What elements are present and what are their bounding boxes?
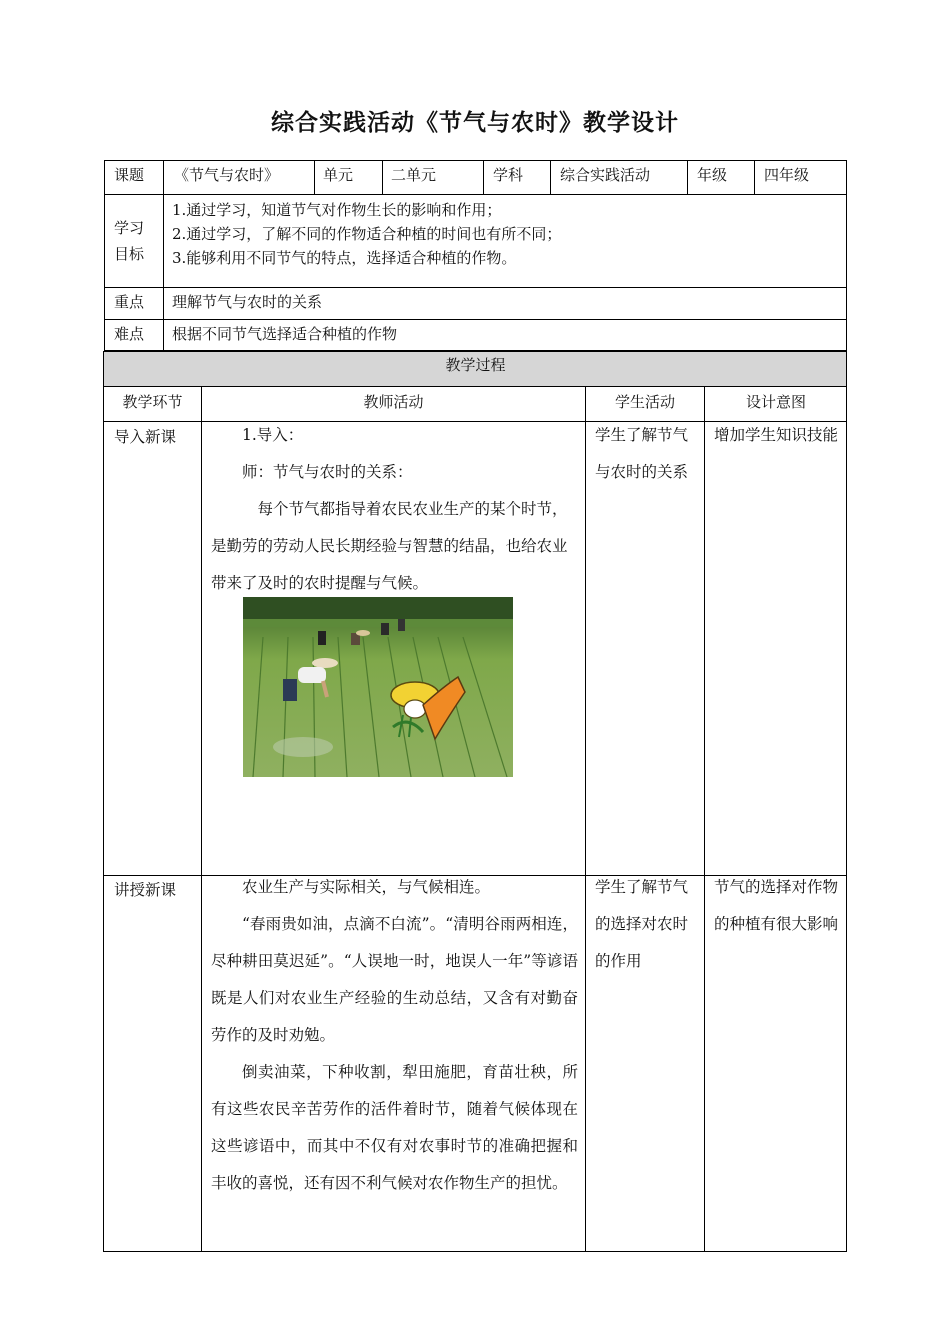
key-point-value: 理解节气与农时的关系 bbox=[172, 293, 323, 311]
topic-value: 《节气与农时》 bbox=[174, 166, 280, 184]
goal-item-1: 1.通过学习，知道节气对作物生长的影响和作用； bbox=[172, 201, 502, 219]
column-header-intent: 设计意图 bbox=[745, 393, 806, 411]
row-1-teacher-line-2: 师：节气与农时的关系： bbox=[242, 463, 413, 481]
row-2-teacher-line-3: 倒卖油菜，下种收割，犁田施肥，育苗壮秧，所有这些农民辛苦劳作的活件着时节，随着气候体现在这些谚语中，而其中不仅有对农事时节的准确把握和丰收的喜悦，还有因不利气候对农作物生产的担忧。 bbox=[211, 1063, 578, 1192]
row-1-teacher-line-3: 每个节气都指导着农民农业生产的某个时节，是勤劳的劳动人民长期经验与智慧的结晶，也给农业带来了及时的农时提醒与气候。 bbox=[211, 500, 568, 592]
rice-planting-image bbox=[243, 597, 513, 777]
unit-label: 单元 bbox=[323, 166, 354, 184]
column-header-stage: 教学环节 bbox=[122, 393, 183, 411]
column-header-teacher: 教师活动 bbox=[363, 393, 424, 411]
subject-label: 学科 bbox=[493, 166, 524, 184]
row-1-teacher-line-1: 1.导入： bbox=[242, 426, 304, 444]
row-2-student-activity: 学生了解节气的选择对农时的作用 bbox=[595, 878, 689, 970]
key-point-label: 重点 bbox=[114, 293, 145, 311]
row-1-teacher-activity bbox=[211, 417, 578, 602]
row-2-stage: 讲授新课 bbox=[114, 881, 177, 899]
subject-value: 综合实践活动 bbox=[560, 166, 651, 184]
row-2-teacher-line-1: 农业生产与实际相关，与气候相连。 bbox=[242, 878, 491, 896]
grade-value: 四年级 bbox=[764, 166, 810, 184]
row-2-teacher-line-2: “春雨贵如油，点滴不白流”。“清明谷雨两相连，尽种耕田莫迟延”。“人误地一时，地误人一年”等谚语既是人们对农业生产经验的生动总结，又含有对勤奋劳作的及时劝勉。 bbox=[211, 915, 578, 1044]
goal-item-3: 3.能够利用不同节气的特点，选择适合种植的作物。 bbox=[172, 249, 517, 267]
document-title: 综合实践活动《节气与农时》教学设计 bbox=[271, 110, 679, 136]
difficulty-label: 难点 bbox=[114, 325, 145, 343]
topic-label: 课题 bbox=[114, 166, 145, 184]
row-2-teacher-activity bbox=[211, 869, 578, 1202]
row-1-student-activity: 学生了解节气与农时的关系 bbox=[595, 426, 689, 481]
row-2-design-intent: 节气的选择对作物的种植有很大影响 bbox=[714, 878, 839, 933]
goals-label-line-1: 学习 bbox=[114, 219, 145, 237]
unit-value: 二单元 bbox=[391, 166, 437, 184]
grade-label: 年级 bbox=[697, 166, 728, 184]
row-1-design-intent: 增加学生知识技能 bbox=[714, 426, 839, 444]
column-header-student: 学生活动 bbox=[614, 393, 675, 411]
goal-item-2: 2.通过学习，了解不同的作物适合种植的时间也有所不同； bbox=[172, 225, 562, 243]
goals-label-line-2: 目标 bbox=[114, 245, 145, 263]
difficulty-value: 根据不同节气选择适合种植的作物 bbox=[172, 325, 398, 343]
process-header: 教学过程 bbox=[445, 356, 506, 374]
row-1-stage: 导入新课 bbox=[114, 428, 177, 446]
